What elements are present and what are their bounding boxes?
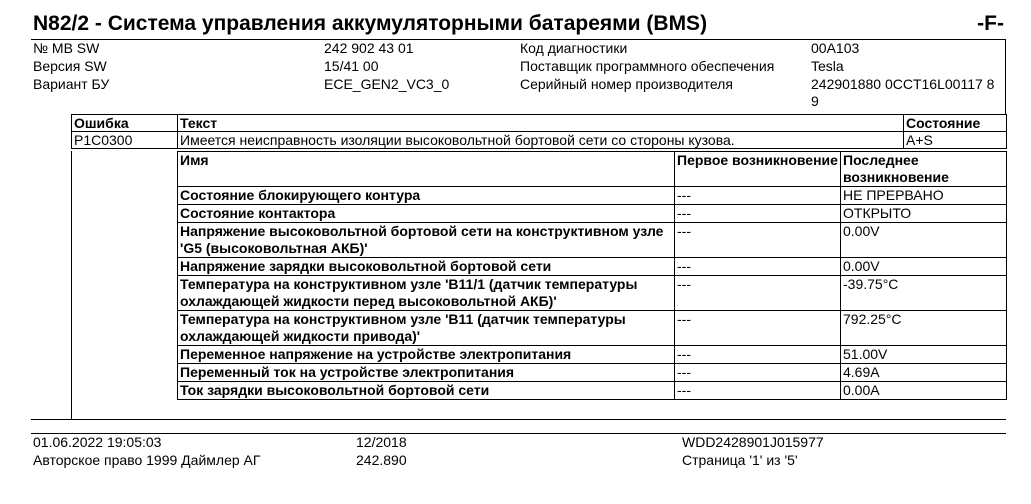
env-name-cell: Напряжение зарядки высоковольтной бортовой сети (178, 258, 675, 276)
table-row (178, 187, 1007, 205)
env-first-cell: --- (675, 382, 841, 400)
fault-status: A+S (904, 132, 1007, 149)
table-row (178, 346, 1007, 364)
page-code: -F- (977, 12, 1004, 35)
title-bar (31, 10, 1006, 40)
fault-table (71, 114, 1007, 149)
col-first-header: Первое возникновение (675, 152, 841, 187)
env-name-cell: Переменное напряжение на устройстве электропитания (178, 346, 675, 364)
col-text-header: Текст (178, 115, 904, 132)
col-status-header: Состояние (904, 115, 1007, 132)
env-first-cell: --- (675, 276, 841, 311)
env-name-cell: Напряжение высоковольтной бортовой сети на конструктивном узле 'G5 (высоковольтная АКБ)' (178, 223, 675, 258)
supplier-value: Tesla (811, 58, 844, 74)
table-row (178, 311, 1007, 346)
print-datetime: 01.06.2022 19:05:03 (33, 434, 162, 450)
sw-version-label: Версия SW (33, 58, 107, 74)
env-last-cell: 792.25°C (841, 311, 1007, 346)
env-last-cell: 0.00A (841, 382, 1007, 400)
environment-data-table (177, 151, 1007, 400)
table-row (178, 205, 1007, 223)
footer (31, 433, 1006, 473)
page-indicator: Страница '1' из '5' (682, 452, 798, 468)
fault-row (72, 132, 1007, 149)
col-name-header: Имя (178, 152, 675, 187)
env-last-cell: 0.00V (841, 258, 1007, 276)
fault-section (31, 114, 1006, 420)
env-first-cell: --- (675, 346, 841, 364)
env-name-cell: Состояние блокирующего контура (178, 187, 675, 205)
table-row (178, 276, 1007, 311)
version-date: 12/2018 (356, 434, 407, 450)
diag-code-value: 00A103 (811, 40, 860, 56)
env-name-cell: Переменный ток на устройстве электропитания (178, 364, 675, 382)
sw-version-value: 15/41 00 (324, 58, 379, 74)
env-last-cell: 4.69A (841, 364, 1007, 382)
env-name-cell: Температура на конструктивном узле 'B11 (датчик температуры охлаждающей жидкости привода)' (178, 311, 675, 346)
env-name-cell: Состояние контактора (178, 205, 675, 223)
fault-code: P1C0300 (72, 132, 178, 149)
supplier-label: Поставщик программного обеспечения (520, 58, 775, 74)
env-first-cell: --- (675, 205, 841, 223)
page-title: N82/2 - Система управления аккумуляторными батареями (BMS) (33, 12, 708, 35)
variant-value: ECE_GEN2_VC3_0 (324, 76, 450, 92)
env-first-cell: --- (675, 311, 841, 346)
env-last-cell: -39.75°C (841, 276, 1007, 311)
col-last-header: Последнее возникновение (841, 152, 1007, 187)
version-number: 242.890 (356, 452, 407, 468)
fault-left-rule (71, 151, 72, 420)
env-last-cell: ОТКРЫТО (841, 205, 1007, 223)
env-first-cell: --- (675, 258, 841, 276)
env-last-cell: НЕ ПРЕРВАНО (841, 187, 1007, 205)
fault-header-row (72, 115, 1007, 132)
mb-sw-label: № MB SW (33, 40, 100, 56)
detail-header-row (178, 152, 1007, 187)
env-first-cell: --- (675, 187, 841, 205)
table-row (178, 364, 1007, 382)
mb-sw-value: 242 902 43 01 (324, 40, 414, 56)
info-block (31, 40, 1006, 114)
table-row (178, 382, 1007, 400)
env-last-cell: 0.00V (841, 223, 1007, 258)
table-row (178, 258, 1007, 276)
env-name-cell: Ток зарядки высоковольтной бортовой сети (178, 382, 675, 400)
serial-value: 242901880 0CCT16L00117 89 (811, 76, 995, 109)
env-first-cell: --- (675, 223, 841, 258)
vin: WDD2428901J015977 (682, 434, 824, 450)
diag-code-label: Код диагностики (520, 40, 628, 56)
fault-text: Имеется неисправность изоляции высоковольтной бортовой сети со стороны кузова. (178, 132, 904, 149)
env-last-cell: 51.00V (841, 346, 1007, 364)
env-first-cell: --- (675, 364, 841, 382)
copyright: Авторское право 1999 Даймлер АГ (33, 452, 261, 468)
serial-label: Серийный номер производителя (520, 76, 733, 92)
detail-body (178, 187, 1007, 400)
env-name-cell: Температура на конструктивном узле 'B11/1 (датчик температуры охлаждающей жидкости перед высоковольтной АКБ)' (178, 276, 675, 311)
table-row (178, 223, 1007, 258)
col-error-header: Ошибка (72, 115, 178, 132)
variant-label: Вариант БУ (33, 76, 110, 92)
